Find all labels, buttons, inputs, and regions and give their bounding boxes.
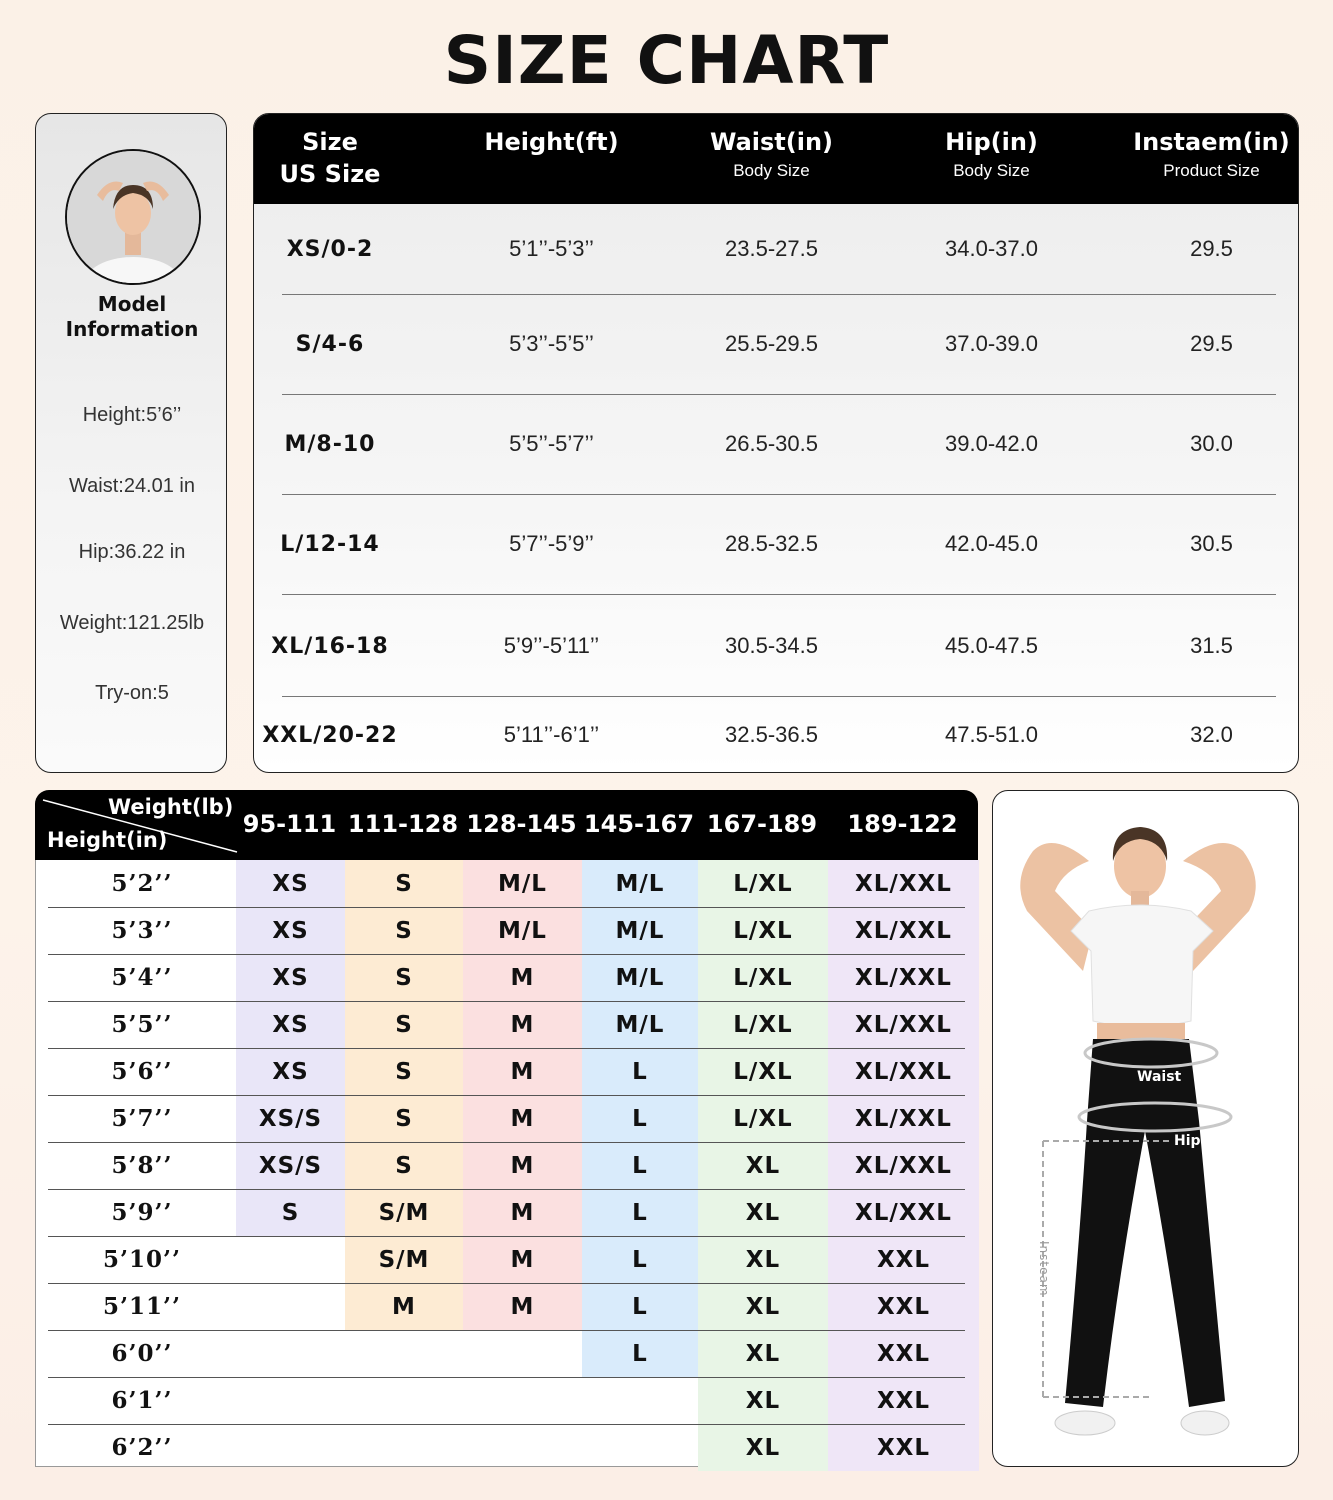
header-hip-label: Hip(in) xyxy=(945,128,1038,156)
grid-height-cell: 5’6’’ xyxy=(111,1058,173,1085)
grid-size-cell: M/L xyxy=(615,870,665,897)
grid-size-cell: XL xyxy=(745,1340,781,1367)
size-table-row xyxy=(254,494,1299,594)
grid-size-cell: XL/XXL xyxy=(855,1058,952,1085)
grid-row xyxy=(36,1095,979,1142)
model-avatar xyxy=(65,149,201,285)
grid-size-cell: L/XL xyxy=(733,1011,793,1038)
grid-weight-column-header: 95-111 xyxy=(242,810,337,838)
height-cell: 5’1’’-5’3’’ xyxy=(509,236,594,261)
grid-size-cell: M xyxy=(510,1011,535,1038)
grid-weight-column-header: 111-128 xyxy=(347,810,459,838)
grid-size-cell: M xyxy=(510,1058,535,1085)
grid-size-cell: S xyxy=(395,964,413,991)
grid-height-cell: 6’0’’ xyxy=(111,1340,173,1367)
grid-size-cell: S xyxy=(395,870,413,897)
grid-size-cell: L/XL xyxy=(733,917,793,944)
hip-cell: 47.5-51.0 xyxy=(945,722,1038,747)
grid-size-cell: XL xyxy=(745,1387,781,1414)
model-photo-panel xyxy=(992,790,1299,1467)
grid-size-cell: M xyxy=(510,1152,535,1179)
grid-size-cell: XL xyxy=(745,1246,781,1273)
header-hip-sub: Body Size xyxy=(953,161,1030,180)
grid-size-cell: M/L xyxy=(615,1011,665,1038)
size-cell: XL/16-18 xyxy=(271,633,389,659)
grid-size-cell: XXL xyxy=(876,1387,931,1414)
grid-height-cell: 5’11’’ xyxy=(102,1293,182,1320)
waist-cell: 30.5-34.5 xyxy=(725,633,818,658)
waist-cell: 26.5-30.5 xyxy=(725,431,818,456)
grid-size-cell: M xyxy=(510,1105,535,1132)
size-table-header xyxy=(254,114,1299,204)
hip-cell: 37.0-39.0 xyxy=(945,331,1038,356)
grid-height-cell: 5’2’’ xyxy=(111,870,173,897)
grid-size-cell xyxy=(236,1377,345,1424)
grid-weight-column-header: 189-122 xyxy=(847,810,958,838)
header-size-line1: Size xyxy=(302,128,358,156)
size-cell: XS/0-2 xyxy=(286,236,374,262)
grid-size-cell: L/XL xyxy=(733,1058,793,1085)
grid-size-cell: L xyxy=(632,1058,648,1085)
grid-size-cell: L/XL xyxy=(733,964,793,991)
grid-size-cell: XXL xyxy=(876,1293,931,1320)
grid-size-cell: L xyxy=(632,1293,648,1320)
hip-cell: 39.0-42.0 xyxy=(945,431,1038,456)
grid-size-cell xyxy=(345,1424,463,1471)
header-inseam xyxy=(1114,126,1299,216)
grid-height-cell: 5’8’’ xyxy=(111,1152,173,1179)
grid-size-cell: XS xyxy=(272,1058,309,1085)
grid-height-cell: 5’3’’ xyxy=(111,917,173,944)
weight-height-grid xyxy=(35,790,978,1467)
grid-size-cell xyxy=(463,1424,582,1471)
grid-size-cell: XL/XXL xyxy=(855,917,952,944)
grid-size-cell xyxy=(345,1377,463,1424)
header-size xyxy=(262,126,398,216)
grid-size-cell: XL/XXL xyxy=(855,1105,952,1132)
header-waist xyxy=(674,126,869,216)
height-cell: 5’3’’-5’5’’ xyxy=(509,331,594,356)
grid-height-cell: 6’1’’ xyxy=(111,1387,173,1414)
grid-size-cell: S xyxy=(395,1011,413,1038)
grid-size-cell: M/L xyxy=(498,917,547,944)
size-table-row xyxy=(254,596,1299,696)
inseam-cell: 29.5 xyxy=(1190,331,1233,356)
grid-size-cell: XL/XXL xyxy=(855,870,952,897)
grid-size-cell: L xyxy=(632,1199,648,1226)
grid-row xyxy=(36,1048,979,1095)
model-weight: Weight:121.25lb xyxy=(59,612,205,634)
size-table-row xyxy=(254,204,1299,294)
model-info-panel xyxy=(35,113,227,773)
model-info-title xyxy=(36,292,228,342)
grid-row xyxy=(36,860,979,907)
grid-size-cell: L xyxy=(632,1340,648,1367)
header-height-label: Height(ft) xyxy=(484,128,619,156)
grid-row xyxy=(36,1424,979,1471)
grid-size-cell: XL/XXL xyxy=(855,964,952,991)
grid-row xyxy=(36,1283,979,1330)
inseam-cell: 30.5 xyxy=(1190,531,1233,556)
grid-size-cell xyxy=(582,1377,698,1424)
height-cell: 5’5’’-5’7’’ xyxy=(509,431,594,456)
hip-cell: 34.0-37.0 xyxy=(945,236,1038,261)
grid-weight-column-header: 128-145 xyxy=(466,810,577,838)
grid-size-cell xyxy=(463,1377,582,1424)
grid-row xyxy=(36,1377,979,1424)
model-full-body-illustration xyxy=(993,791,1299,1467)
size-cell: M/8-10 xyxy=(284,431,376,457)
size-table-row xyxy=(254,696,1299,773)
grid-weight-column-header: 167-189 xyxy=(706,810,818,838)
grid-row xyxy=(36,1142,979,1189)
model-tryon: Try-on:5 xyxy=(95,682,169,704)
height-cell: 5’7’’-5’9’’ xyxy=(509,531,594,556)
size-cell: S/4-6 xyxy=(295,331,365,357)
waist-cell: 32.5-36.5 xyxy=(725,722,818,747)
grid-row xyxy=(36,1236,979,1283)
grid-row xyxy=(36,1330,979,1377)
model-title-line2: Information xyxy=(65,317,199,341)
header-waist-sub: Body Size xyxy=(733,161,810,180)
size-cell: L/12-14 xyxy=(280,531,380,557)
grid-size-cell: XXL xyxy=(876,1340,931,1367)
grid-body xyxy=(35,860,978,1467)
grid-size-cell xyxy=(236,1283,345,1330)
size-table-row xyxy=(254,394,1299,494)
grid-size-cell: S/M xyxy=(378,1246,430,1273)
header-waist-label: Waist(in) xyxy=(709,128,834,156)
grid-size-cell: M/L xyxy=(615,917,665,944)
grid-size-cell: M xyxy=(510,1293,535,1320)
waist-label: Waist xyxy=(1137,1069,1182,1085)
grid-size-cell: XXL xyxy=(876,1246,931,1273)
grid-height-cell: 5’5’’ xyxy=(111,1011,173,1038)
size-table-divider xyxy=(282,594,1276,595)
model-height: Height:5’6’’ xyxy=(82,404,182,426)
grid-size-cell: XS xyxy=(272,870,309,897)
size-table xyxy=(253,113,1299,773)
grid-row xyxy=(36,1001,979,1048)
grid-size-cell: XL xyxy=(745,1199,781,1226)
grid-size-cell: L/XL xyxy=(733,870,793,897)
inseam-cell: 32.0 xyxy=(1190,722,1233,747)
grid-height-cell: 5’7’’ xyxy=(111,1105,173,1132)
grid-size-cell: M xyxy=(392,1293,416,1320)
header-hip xyxy=(894,126,1089,216)
header-height xyxy=(454,126,649,216)
grid-size-cell: XL xyxy=(745,1434,781,1461)
grid-size-cell xyxy=(236,1424,345,1471)
grid-size-cell: L xyxy=(632,1152,648,1179)
grid-size-cell xyxy=(236,1330,345,1377)
grid-row xyxy=(36,907,979,954)
grid-header xyxy=(35,790,978,860)
grid-size-cell xyxy=(463,1330,582,1377)
grid-size-cell xyxy=(582,1424,698,1471)
grid-size-cell: S xyxy=(395,1105,413,1132)
hip-cell: 45.0-47.5 xyxy=(945,633,1038,658)
grid-row xyxy=(36,954,979,1001)
grid-height-label: Height(in) xyxy=(47,828,168,852)
grid-size-cell: XL xyxy=(745,1152,781,1179)
grid-weight-label: Weight(lb) xyxy=(108,795,234,819)
grid-size-cell: XS xyxy=(272,917,309,944)
grid-row xyxy=(36,1189,979,1236)
grid-size-cell: M/L xyxy=(615,964,665,991)
grid-height-cell: 5’10’’ xyxy=(102,1246,182,1273)
waist-cell: 23.5-27.5 xyxy=(725,236,818,261)
grid-size-cell: XL/XXL xyxy=(855,1011,952,1038)
grid-size-cell: XS/S xyxy=(258,1152,323,1179)
grid-size-cell: L xyxy=(632,1105,648,1132)
grid-size-cell: S xyxy=(395,1152,413,1179)
header-size-line2: US Size xyxy=(279,160,381,188)
inseam-label: Insteam xyxy=(1037,1241,1051,1297)
grid-size-cell: XL/XXL xyxy=(855,1199,952,1226)
grid-height-cell: 5’9’’ xyxy=(111,1199,173,1226)
model-hip: Hip:36.22 in xyxy=(78,541,186,563)
grid-size-cell: L/XL xyxy=(733,1105,793,1132)
inseam-cell: 29.5 xyxy=(1190,236,1233,261)
grid-size-cell xyxy=(345,1330,463,1377)
grid-size-cell: M xyxy=(510,1199,535,1226)
grid-size-cell: M xyxy=(510,1246,535,1273)
grid-size-cell: S xyxy=(395,1058,413,1085)
size-table-row xyxy=(254,294,1299,394)
header-inseam-sub: Product Size xyxy=(1163,161,1260,180)
size-cell: XXL/20-22 xyxy=(262,722,398,748)
grid-size-cell: XL xyxy=(745,1293,781,1320)
grid-size-cell: XS xyxy=(272,964,309,991)
grid-weight-column-header: 145-167 xyxy=(583,810,695,838)
grid-size-cell: S xyxy=(281,1199,300,1226)
grid-size-cell: XS/S xyxy=(258,1105,323,1132)
waist-cell: 28.5-32.5 xyxy=(725,531,818,556)
grid-height-cell: 5’4’’ xyxy=(111,964,173,991)
inseam-cell: 31.5 xyxy=(1190,633,1233,658)
hip-label: Hip xyxy=(1174,1133,1201,1149)
grid-size-cell: S/M xyxy=(378,1199,430,1226)
grid-size-cell xyxy=(236,1236,345,1283)
grid-size-cell: XL/XXL xyxy=(855,1152,952,1179)
inseam-cell: 30.0 xyxy=(1190,431,1233,456)
grid-size-cell: M/L xyxy=(498,870,547,897)
height-cell: 5’9’’-5’11’’ xyxy=(503,633,600,658)
page-title: SIZE CHART xyxy=(443,22,890,99)
grid-size-cell: S xyxy=(395,917,413,944)
grid-size-cell: L xyxy=(632,1246,648,1273)
grid-size-cell: XS xyxy=(272,1011,309,1038)
grid-height-cell: 6’2’’ xyxy=(111,1434,173,1461)
height-cell: 5’11’’-6’1’’ xyxy=(503,722,600,747)
grid-size-cell: M xyxy=(510,964,535,991)
waist-cell: 25.5-29.5 xyxy=(725,331,818,356)
grid-size-cell: XXL xyxy=(876,1434,931,1461)
hip-cell: 42.0-45.0 xyxy=(945,531,1038,556)
header-inseam-label: Instaem(in) xyxy=(1133,128,1290,156)
model-title-line1: Model xyxy=(97,292,167,316)
model-waist: Waist:24.01 in xyxy=(69,475,195,497)
